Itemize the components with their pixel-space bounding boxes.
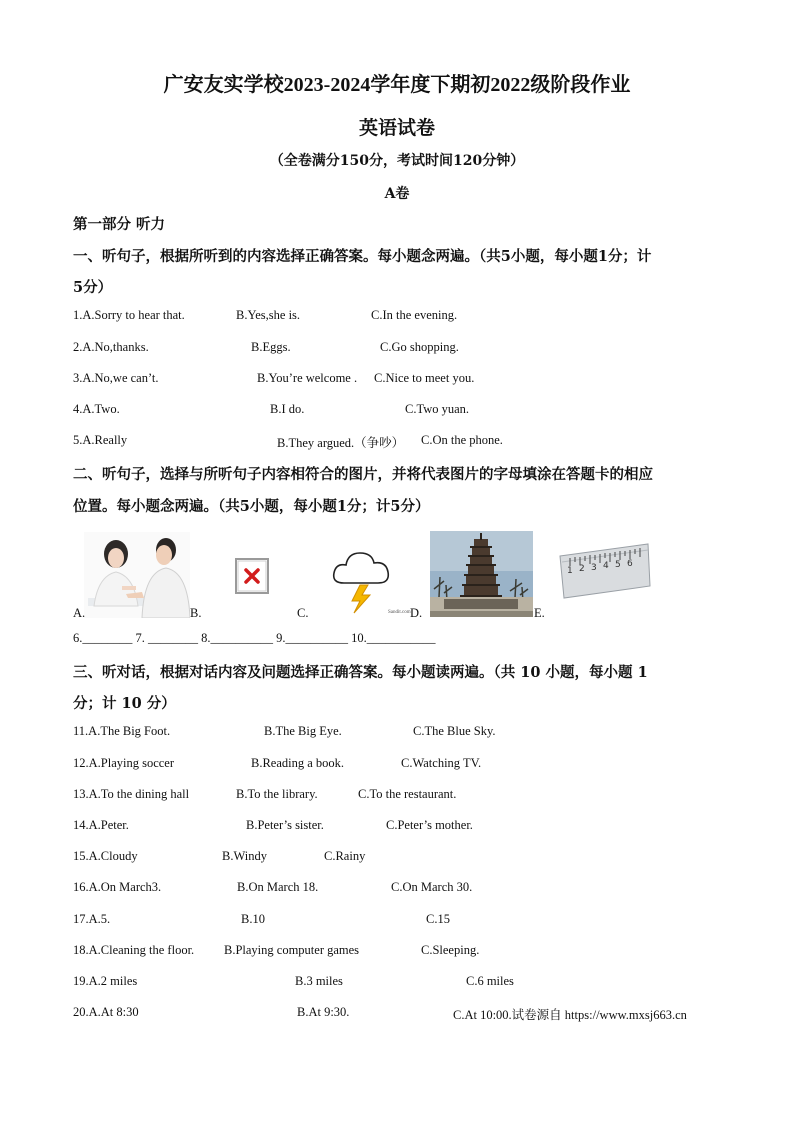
option-b: B.Peter’s sister. — [246, 818, 324, 832]
section2-instruction-cont: 位置。每小题念两遍。（共5小题，每小题1分；计5分） — [73, 498, 430, 515]
picture-cross-box — [233, 556, 271, 596]
picture-watermark: Sandit.com — [388, 610, 411, 615]
option-c: C.Nice to meet you. — [374, 371, 475, 385]
subject-title: 英语试卷 — [358, 118, 435, 139]
option-a: 4.A.Two. — [73, 402, 120, 416]
option-b: B.Reading a book. — [251, 756, 345, 770]
option-b: B.Yes,she is. — [236, 308, 301, 322]
option-b: B.I do. — [270, 402, 305, 416]
ruler-number: 1 — [567, 566, 573, 576]
option-c: C.Go shopping. — [380, 340, 459, 354]
option-a: 2.A.No,thanks. — [73, 340, 149, 354]
option-a: 16.A.On March3. — [73, 880, 162, 894]
section3-instruction-cont: 分；计 10 分） — [73, 695, 176, 712]
option-b: B.To the library. — [236, 787, 318, 801]
option-b: B.10 — [241, 912, 265, 926]
option-c: C.On March 30. — [391, 880, 473, 894]
ruler-number: 2 — [579, 564, 585, 574]
option-b: B.3 miles — [295, 974, 343, 988]
score-info: （全卷满分150分，考试时间120分钟） — [269, 153, 525, 169]
option-b: B.Eggs. — [251, 340, 291, 354]
picture-label-b: B. — [190, 606, 202, 620]
option-c: C.At 10:00.试卷源自 https://www.mxsj663.cn — [453, 1008, 687, 1022]
option-b: B.Windy — [222, 849, 267, 863]
option-b: B.Playing computer games — [224, 943, 360, 957]
picture-pagoda — [430, 531, 533, 617]
option-c: C.Watching TV. — [401, 756, 482, 770]
part-title: 第一部分 听力 — [73, 216, 166, 233]
option-b: B.You’re welcome . — [257, 371, 358, 385]
option-c: C.To the restaurant. — [358, 787, 457, 801]
section1-instruction-cont: 5分） — [73, 279, 113, 296]
ruler-number: 5 — [615, 560, 621, 570]
option-a: 11.A.The Big Foot. — [73, 724, 171, 738]
option-c: C.Rainy — [324, 849, 366, 863]
option-c: C.6 miles — [466, 974, 514, 988]
picture-label-d: D. — [410, 606, 423, 620]
option-b: B.At 9:30. — [297, 1005, 350, 1019]
option-a: 12.A.Playing soccer — [73, 756, 175, 770]
answer-blanks: 6.________ 7. ________ 8.__________ 9.__________ 10.___________ — [73, 631, 436, 645]
option-a: 20.A.At 8:30 — [73, 1005, 139, 1019]
ruler-number: 3 — [591, 563, 597, 573]
option-c: C.In the evening. — [371, 308, 458, 322]
option-a: 15.A.Cloudy — [73, 849, 138, 863]
option-c: C.The Blue Sky. — [413, 724, 496, 738]
picture-label-e: E. — [534, 606, 545, 620]
section2-instruction: 二、听句子，选择与所听句子内容相符合的图片，并将代表图片的字母填涂在答题卡的相应 — [73, 466, 653, 483]
picture-label-c: C. — [297, 606, 309, 620]
volume-label: A卷 — [384, 186, 410, 202]
option-c: C.On the phone. — [421, 433, 503, 447]
ruler-number: 4 — [603, 561, 609, 571]
option-a: 1.A.Sorry to hear that. — [73, 308, 185, 322]
option-a: 18.A.Cleaning the floor. — [73, 943, 195, 957]
school-title: 广安友实学校2023-2024学年度下期初2022级阶段作业 — [163, 74, 631, 96]
option-a: 5.A.Really — [73, 433, 128, 447]
section3-instruction: 三、听对话，根据对话内容及问题选择正确答案。每小题读两遍。（共 10 小题，每小题 1 — [73, 664, 648, 681]
option-c: C.Peter’s mother. — [386, 818, 473, 832]
option-c: C.15 — [426, 912, 450, 926]
thunderstorm-icon — [330, 545, 396, 615]
option-b: B.On March 18. — [237, 880, 319, 894]
option-c: C.Sleeping. — [421, 943, 480, 957]
section1-instruction: 一、听句子，根据所听到的内容选择正确答案。每小题念两遍。（共5小题，每小题1分；计 — [73, 248, 652, 265]
option-a: 17.A.5. — [73, 912, 111, 926]
option-a: 13.A.To the dining hall — [73, 787, 190, 801]
option-a: 14.A.Peter. — [73, 818, 129, 832]
ruler-number: 6 — [627, 559, 633, 569]
option-a: 3.A.No,we can’t. — [73, 371, 159, 385]
option-a: 19.A.2 miles — [73, 974, 138, 988]
option-c: C.Two yuan. — [405, 402, 470, 416]
picture-people-talking — [84, 532, 190, 618]
picture-label-a: A. — [73, 606, 86, 620]
option-b: B.The Big Eye. — [264, 724, 342, 738]
option-b: B.They argued.（争吵） — [277, 436, 405, 450]
